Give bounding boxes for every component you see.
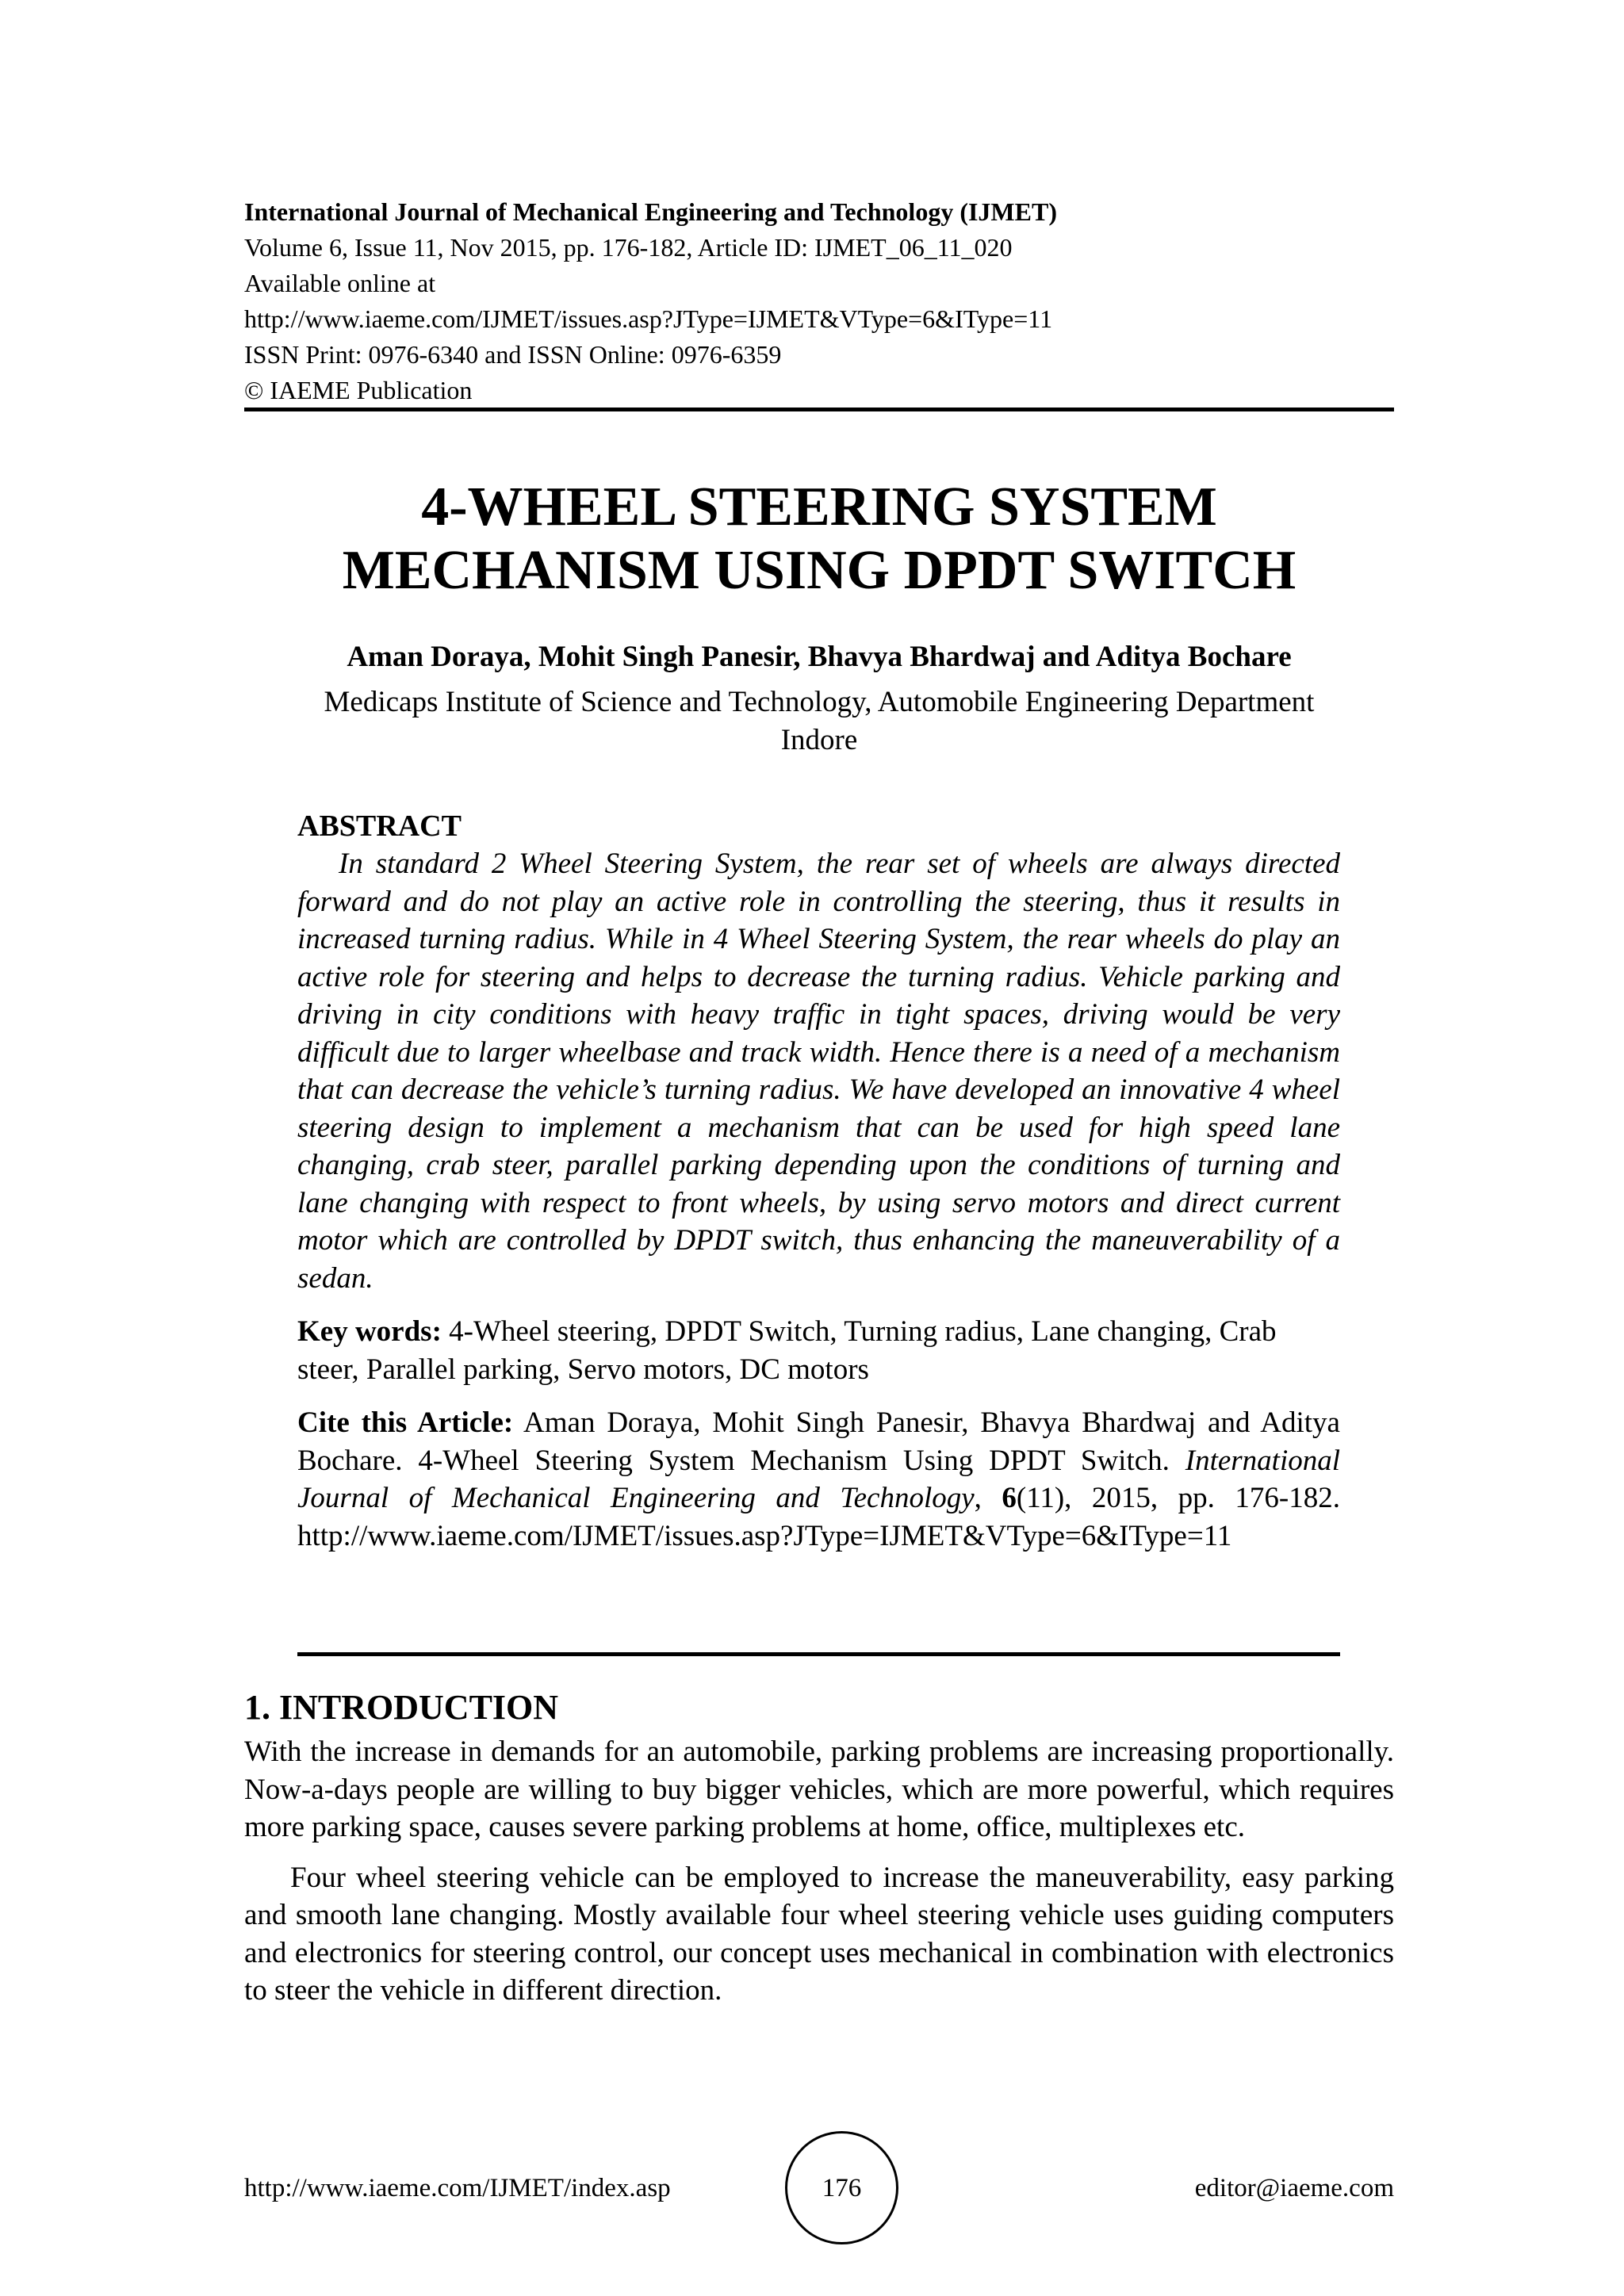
header-divider bbox=[244, 408, 1394, 411]
authors: Aman Doraya, Mohit Singh Panesir, Bhavya Bhardwaj and Aditya Bochare bbox=[347, 641, 1292, 673]
affiliation-city: Indore bbox=[780, 724, 858, 756]
issn-info: ISSN Print: 0976-6340 and ISSN Online: 0976-6359 bbox=[244, 340, 782, 369]
cite-issue: (11), 2015, pp. 176-182. bbox=[1016, 1482, 1340, 1514]
publisher: © IAEME Publication bbox=[244, 376, 473, 404]
title-line-1: 4-WHEEL STEERING SYSTEM bbox=[421, 476, 1217, 538]
citation bbox=[297, 1404, 1340, 1555]
introduction-paragraph-1: With the increase in demands for an automobile, parking problems are increasing proportionally. Now-a-days people are willing to buy bigger vehicles, which are more powerful, which requires more parking space, causes severe parking problems at home, office, multiplexes etc. bbox=[244, 1735, 1394, 1843]
journal-name: International Journal of Mechanical Engineering and Technology (IJMET) bbox=[244, 197, 1057, 226]
abstract-text: In standard 2 Wheel Steering System, the rear set of wheels are always directed forward and do not play an active role in controlling the steering, thus it results in increased turning radius. While in 4 Wheel Steering System, the rear wheels do play an active role for steering and helps to decrease the turning radius. Vehicle parking and driving in city conditions with heavy traffic in tight spaces, driving would be very difficult due to larger wheelbase and track width. Hence there is a need of a mechanism that can decrease the vehicle’s turning radius. We have developed an innovative 4 wheel steering design to implement a mechanism that can be used for high speed lane changing, crab steer, parallel parking depending upon the conditions of turning and lane changing with respect to front wheels, by using servo motors and direct current motor which are controlled by DPDT switch, thus enhancing the maneuverability of a sedan. bbox=[297, 848, 1340, 1295]
cite-label: Cite this Article: bbox=[297, 1406, 514, 1439]
cite-sep: , bbox=[974, 1482, 1002, 1514]
cite-text: Aman Doraya, Mohit Singh Panesir, Bhavya Bhardwaj and Aditya Bochare. 4-Wheel Steering System Mechanism Using DPDT Switch. bbox=[297, 1406, 1340, 1477]
keywords-label: Key words: bbox=[297, 1315, 442, 1348]
volume-info: Volume 6, Issue 11, Nov 2015, pp. 176-182, Article ID: IJMET_06_11_020 bbox=[244, 233, 1013, 262]
keywords-text: 4-Wheel steering, DPDT Switch, Turning radius, Lane changing, Crab steer, Parallel parking, Servo motors, DC motors bbox=[297, 1315, 1277, 1386]
footer-email[interactable]: editor@iaeme.com bbox=[1194, 2174, 1394, 2202]
abstract-heading: ABSTRACT bbox=[297, 809, 462, 843]
abstract-divider bbox=[297, 1652, 1340, 1656]
issue-url[interactable]: http://www.iaeme.com/IJMET/issues.asp?JType=IJMET&VType=6&IType=11 bbox=[244, 304, 1053, 333]
paper-title bbox=[244, 476, 1394, 603]
page-number: 176 bbox=[822, 2174, 862, 2202]
introduction-heading: 1. INTRODUCTION bbox=[244, 1688, 559, 1727]
cite-url[interactable]: http://www.iaeme.com/IJMET/issues.asp?JType=IJMET&VType=6&IType=11 bbox=[297, 1519, 1232, 1552]
keywords bbox=[297, 1313, 1340, 1388]
title-line-2: MECHANISM USING DPDT SWITCH bbox=[342, 540, 1297, 601]
affiliation-institute: Medicaps Institute of Science and Technology, Automobile Engineering Department bbox=[324, 686, 1315, 718]
cite-journal: International Journal of Mechanical Engineering and Technology bbox=[297, 1444, 1341, 1514]
available-online: Available online at bbox=[244, 269, 436, 297]
introduction-paragraph-2: Four wheel steering vehicle can be employed to increase the maneuverability, easy parking and smooth lane changing. Mostly available four wheel steering vehicle uses guiding computers and electronics for steering control, our concept uses mechanical in combination with electronics to steer the vehicle in different direction. bbox=[244, 1861, 1394, 2007]
affiliation bbox=[244, 683, 1394, 760]
abstract-section bbox=[297, 807, 1340, 1555]
cite-volume: 6 bbox=[1002, 1482, 1017, 1514]
introduction-section bbox=[244, 1687, 1394, 2010]
journal-header bbox=[244, 194, 1394, 408]
footer-url[interactable]: http://www.iaeme.com/IJMET/index.asp bbox=[244, 2174, 671, 2202]
